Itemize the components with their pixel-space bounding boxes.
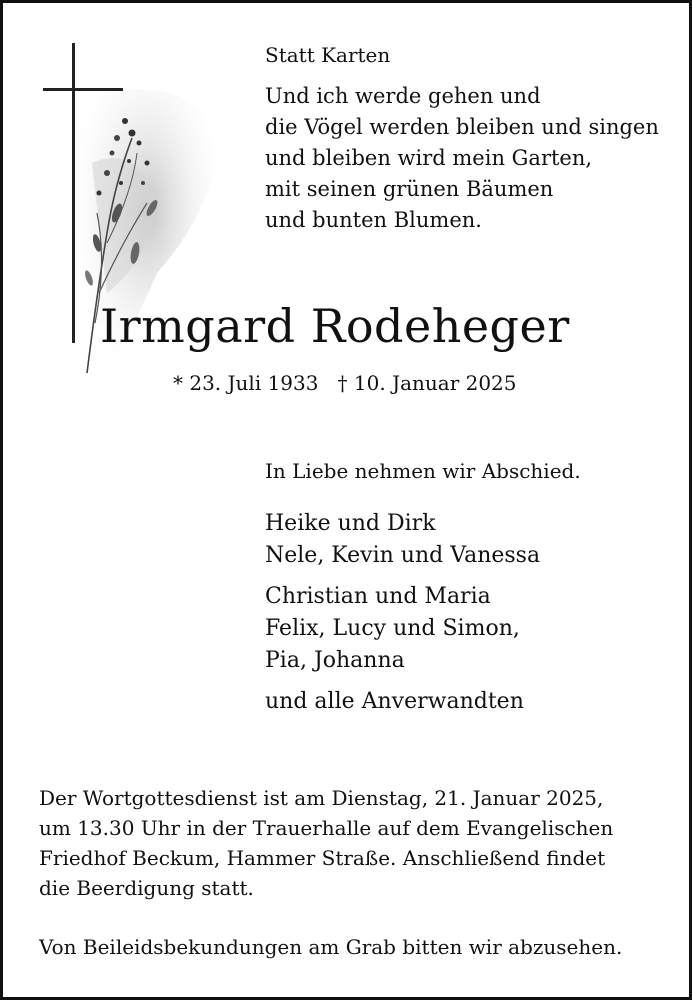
poem: [265, 81, 659, 236]
poem-line: Und ich werde gehen und: [265, 84, 541, 108]
mourner-line: Felix, Lucy und Simon,: [265, 616, 520, 641]
birth-death-dates: * 23. Juli 1933 † 10. Januar 2025: [173, 371, 517, 395]
deceased-name: Irmgard Rodeheger: [100, 299, 570, 353]
header-label: Statt Karten: [265, 43, 391, 67]
poem-line: und bunten Blumen.: [265, 208, 482, 232]
poem-line: mit seinen grünen Bäumen: [265, 177, 554, 201]
mourner-line: Heike und Dirk: [265, 511, 436, 536]
service-line: Friedhof Beckum, Hammer Straße. Anschließend findet: [39, 846, 606, 870]
service-line: Der Wortgottesdienst ist am Dienstag, 21. Januar 2025,: [39, 786, 604, 810]
mourner-group: [265, 581, 520, 677]
service-line: um 13.30 Uhr in der Trauerhalle auf dem Evangelischen: [39, 816, 614, 840]
mourner-line: Christian und Maria: [265, 584, 491, 609]
mourner-group: [265, 508, 540, 572]
poem-line: und bleiben wird mein Garten,: [265, 146, 593, 170]
farewell-intro: In Liebe nehmen wir Abschied.: [265, 459, 581, 483]
service-notice: [39, 783, 613, 903]
poem-line: die Vögel werden bleiben und singen: [265, 115, 659, 139]
condolence-note: Von Beileidsbekundungen am Grab bitten wir abzusehen.: [39, 935, 623, 959]
mourner-line: Pia, Johanna: [265, 648, 405, 673]
service-line: die Beerdigung statt.: [39, 876, 254, 900]
mourner-line: Nele, Kevin und Vanessa: [265, 543, 541, 568]
mourner-closing: und alle Anverwandten: [265, 689, 524, 714]
